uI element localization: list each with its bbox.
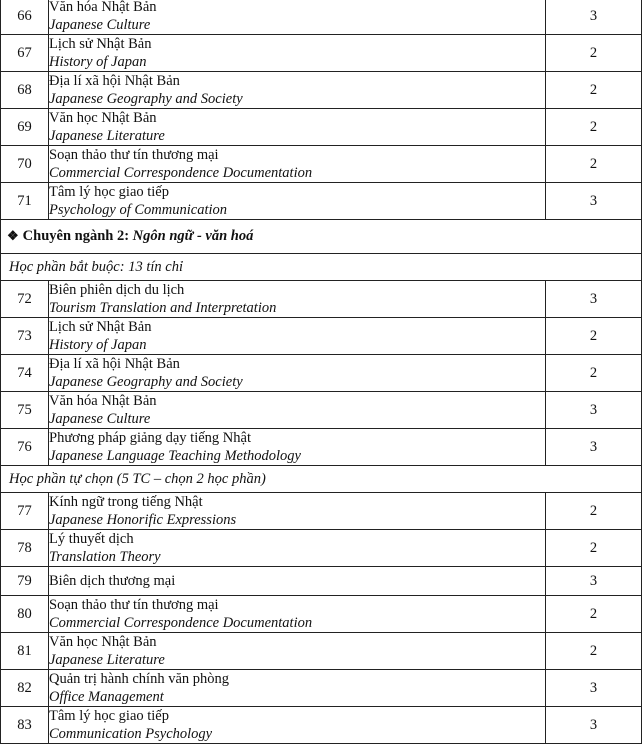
course-name-vi: Soạn thảo thư tín thương mại xyxy=(49,147,219,163)
course-name-en: History of Japan xyxy=(49,54,147,70)
course-name xyxy=(49,530,546,567)
course-number: 67 xyxy=(1,35,49,72)
required-heading-row xyxy=(1,254,642,281)
course-credits: 3 xyxy=(546,567,642,596)
course-name xyxy=(49,355,546,392)
course-name-en: Japanese Culture xyxy=(49,17,151,33)
course-credits: 2 xyxy=(546,109,642,146)
course-credits: 2 xyxy=(546,596,642,633)
course-credits: 2 xyxy=(546,318,642,355)
course-number: 78 xyxy=(1,530,49,567)
table-row xyxy=(1,493,642,530)
course-name-vi: Địa lí xã hội Nhật Bản xyxy=(49,73,180,89)
course-number: 81 xyxy=(1,633,49,670)
course-number: 72 xyxy=(1,281,49,318)
elective-heading-row xyxy=(1,466,642,493)
course-name-en: Japanese Literature xyxy=(49,652,165,668)
course-number: 80 xyxy=(1,596,49,633)
table-row xyxy=(1,530,642,567)
course-name-en: Japanese Honorific Expressions xyxy=(49,512,237,528)
course-name xyxy=(49,429,546,466)
course-number: 74 xyxy=(1,355,49,392)
table-row xyxy=(1,596,642,633)
course-number: 69 xyxy=(1,109,49,146)
course-name-vi: Văn học Nhật Bản xyxy=(49,634,157,650)
table-row xyxy=(1,146,642,183)
table-row xyxy=(1,318,642,355)
diamond-bullet-icon: ❖ xyxy=(7,228,19,243)
table-row xyxy=(1,633,642,670)
course-name xyxy=(49,596,546,633)
table-row xyxy=(1,707,642,744)
course-name xyxy=(49,493,546,530)
table-row xyxy=(1,183,642,220)
course-number: 66 xyxy=(1,0,49,35)
course-credits: 2 xyxy=(546,355,642,392)
course-number: 82 xyxy=(1,670,49,707)
course-name-vi: Biên phiên dịch du lịch xyxy=(49,282,185,298)
course-name-en: Japanese Geography and Society xyxy=(49,91,243,107)
course-name xyxy=(49,109,546,146)
major-title: Chuyên ngành 2: xyxy=(22,228,130,244)
table-row xyxy=(1,109,642,146)
course-credits: 3 xyxy=(546,0,642,35)
table-row xyxy=(1,670,642,707)
course-name-en: Office Management xyxy=(49,689,164,705)
course-name-en: Japanese Geography and Society xyxy=(49,374,243,390)
course-name xyxy=(49,281,546,318)
table-row xyxy=(1,392,642,429)
table-row xyxy=(1,35,642,72)
course-name-en: Translation Theory xyxy=(49,549,161,565)
course-name-vi: Lịch sử Nhật Bản xyxy=(49,319,152,335)
course-credits: 3 xyxy=(546,281,642,318)
course-name-en: Japanese Literature xyxy=(49,128,165,144)
course-name-en: Psychology of Communication xyxy=(49,202,228,218)
course-name xyxy=(49,392,546,429)
elective-heading: Học phần tự chọn (5 TC – chọn 2 học phần) xyxy=(1,466,642,493)
course-number: 77 xyxy=(1,493,49,530)
course-number: 83 xyxy=(1,707,49,744)
course-name xyxy=(49,183,546,220)
table-row xyxy=(1,429,642,466)
course-name-vi: Địa lí xã hội Nhật Bản xyxy=(49,356,180,372)
required-heading: Học phần bắt buộc: 13 tín chỉ xyxy=(1,254,642,281)
course-name xyxy=(49,633,546,670)
course-name-en: History of Japan xyxy=(49,337,147,353)
table-row xyxy=(1,355,642,392)
course-number: 76 xyxy=(1,429,49,466)
table-row xyxy=(1,281,642,318)
course-name xyxy=(49,146,546,183)
course-credits: 2 xyxy=(546,146,642,183)
course-name xyxy=(49,72,546,109)
major-header xyxy=(1,220,642,254)
course-number: 70 xyxy=(1,146,49,183)
course-name-vi: Biên dịch thương mại xyxy=(49,573,176,589)
course-name xyxy=(49,318,546,355)
course-credits: 3 xyxy=(546,670,642,707)
course-name-vi: Lịch sử Nhật Bản xyxy=(49,36,152,52)
major-header-row xyxy=(1,220,642,254)
course-name-vi: Quản trị hành chính văn phòng xyxy=(49,671,230,687)
course-name xyxy=(49,567,546,596)
table-row xyxy=(1,0,642,35)
course-name-vi: Văn học Nhật Bản xyxy=(49,110,157,126)
course-credits: 2 xyxy=(546,72,642,109)
course-name-vi: Soạn thảo thư tín thương mại xyxy=(49,597,219,613)
course-name-en: Communication Psychology xyxy=(49,726,213,742)
course-name-en: Commercial Correspondence Documentation xyxy=(49,165,313,181)
course-name-en: Tourism Translation and Interpretation xyxy=(49,300,277,316)
course-number: 79 xyxy=(1,567,49,596)
course-name-en: Japanese Language Teaching Methodology xyxy=(49,448,301,464)
course-name-vi: Lý thuyết dịch xyxy=(49,531,134,547)
course-credits: 3 xyxy=(546,707,642,744)
major-subtitle: Ngôn ngữ - văn hoá xyxy=(132,228,254,244)
course-number: 73 xyxy=(1,318,49,355)
course-name xyxy=(49,707,546,744)
course-number: 68 xyxy=(1,72,49,109)
course-name-vi: Văn hóa Nhật Bản xyxy=(49,393,157,409)
course-name-vi: Phương pháp giảng dạy tiếng Nhật xyxy=(49,430,251,446)
course-name-vi: Tâm lý học giao tiếp xyxy=(49,708,169,724)
course-credits: 2 xyxy=(546,633,642,670)
course-name-vi: Tâm lý học giao tiếp xyxy=(49,184,169,200)
course-name xyxy=(49,0,546,35)
course-name-en: Commercial Correspondence Documentation xyxy=(49,615,313,631)
course-name-vi: Kính ngữ trong tiếng Nhật xyxy=(49,494,203,510)
course-credits: 3 xyxy=(546,429,642,466)
course-name xyxy=(49,670,546,707)
course-credits: 3 xyxy=(546,392,642,429)
course-credits: 2 xyxy=(546,530,642,567)
course-credits: 2 xyxy=(546,35,642,72)
course-number: 75 xyxy=(1,392,49,429)
course-credits: 2 xyxy=(546,493,642,530)
table-row xyxy=(1,72,642,109)
course-name xyxy=(49,35,546,72)
course-name-en: Japanese Culture xyxy=(49,411,151,427)
course-number: 71 xyxy=(1,183,49,220)
course-name-vi: Văn hóa Nhật Bản xyxy=(49,0,157,15)
table-row xyxy=(1,567,642,596)
course-credits: 3 xyxy=(546,183,642,220)
